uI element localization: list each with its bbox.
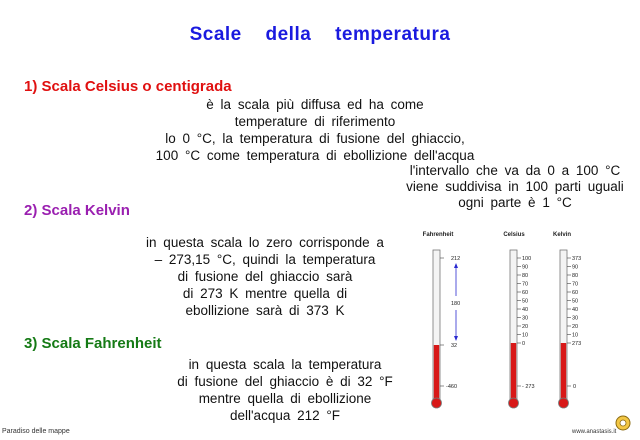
celsius-scale: [517, 256, 531, 347]
logo-icon: [614, 414, 632, 432]
note-line: viene suddivisa in 100 parti uguali: [406, 179, 624, 194]
fahrenheit-line: in questa scala la temperatura: [188, 357, 382, 372]
kelvin-tick-label: 373: [572, 256, 582, 262]
kelvin-line: di 273 K mentre quella di: [182, 286, 348, 301]
kelvin-heading: 2) Scala Kelvin: [24, 202, 130, 219]
celsius-line: temperature di riferimento: [234, 114, 396, 129]
celsius-line: lo 0 °C, la temperatura di fusione del ghiaccio,: [165, 131, 465, 146]
kelvin-tick-label: 273: [572, 341, 582, 347]
fahrenheit-freezing-value: 32: [451, 343, 458, 349]
celsius-thermometer: [503, 232, 534, 408]
fahrenheit-description: [140, 356, 430, 424]
celsius-tick-label: 50: [522, 298, 529, 305]
kelvin-scale: [567, 256, 581, 347]
thermometers-illustration: [418, 228, 590, 428]
fahrenheit-thermometer: [423, 232, 461, 408]
celsius-tick-label: 10: [522, 332, 529, 339]
kelvin-thermometer: [553, 232, 581, 408]
celsius-tick-label: 60: [522, 290, 529, 296]
page-title: Scale della temperatura: [189, 24, 451, 45]
celsius-description: [150, 96, 480, 164]
celsius-line: 100 °C come temperatura di ebollizione dell'acqua: [155, 148, 475, 163]
celsius-absolute-value: - 273: [522, 384, 535, 390]
celsius-tick-label: 20: [522, 324, 529, 330]
kelvin-tick-label: 10: [572, 332, 579, 339]
kelvin-label: Kelvin: [552, 232, 572, 238]
footer-website: www.anastasis.it: [572, 429, 617, 435]
celsius-line: è la scala più diffusa ed ha come: [206, 97, 424, 112]
kelvin-tick-label: 90: [572, 264, 579, 271]
kelvin-tick-label: 20: [572, 324, 579, 330]
kelvin-tick-label: 60: [572, 290, 579, 296]
celsius-tick-label: 70: [522, 281, 529, 288]
fahrenheit-label: Fahrenheit: [422, 232, 454, 238]
thermometers-svg: [418, 228, 590, 428]
celsius-tick-label: 40: [522, 307, 529, 313]
interval-note: [390, 163, 640, 211]
fahrenheit-line: di fusione del ghiaccio è di 32 °F: [177, 374, 393, 389]
celsius-tick-label: 30: [522, 315, 529, 322]
kelvin-tick-label: 80: [572, 273, 579, 279]
fahrenheit-absolute-value: -460: [446, 384, 458, 390]
kelvin-description: [120, 234, 410, 319]
fahrenheit-heading: 3) Scala Fahrenheit: [24, 335, 162, 352]
note-line: ogni parte è 1 °C: [458, 195, 572, 210]
celsius-tick-label: 100: [522, 256, 532, 262]
celsius-label: Celsius: [503, 232, 525, 238]
footer-brand: Paradiso delle mappe: [2, 428, 70, 435]
kelvin-absolute-value: 0: [573, 384, 577, 390]
celsius-tick-label: 90: [522, 264, 529, 271]
celsius-tick-label: 80: [522, 273, 529, 279]
kelvin-line: – 273,15 °C, quindi la temperatura: [154, 252, 376, 267]
kelvin-tick-label: 50: [572, 298, 579, 305]
kelvin-tick-label: 30: [572, 315, 579, 322]
celsius-tick-label: 0: [522, 341, 526, 347]
kelvin-tick-label: 40: [572, 307, 579, 313]
fahrenheit-middle-value: 180: [451, 301, 461, 307]
kelvin-line: ebollizione sarà di 373 K: [185, 303, 345, 318]
fahrenheit-top-value: 212: [451, 256, 461, 262]
kelvin-line: in questa scala lo zero corrisponde a: [146, 235, 384, 250]
fahrenheit-line: mentre quella di ebollizione: [198, 391, 372, 406]
celsius-heading: 1) Scala Celsius o centigrada: [24, 78, 232, 95]
note-line: l'intervallo che va da 0 a 100 °C: [409, 163, 621, 178]
fahrenheit-line: dell'acqua 212 °F: [229, 408, 341, 423]
kelvin-line: di fusione del ghiaccio sarà: [177, 269, 353, 284]
kelvin-tick-label: 70: [572, 281, 579, 288]
